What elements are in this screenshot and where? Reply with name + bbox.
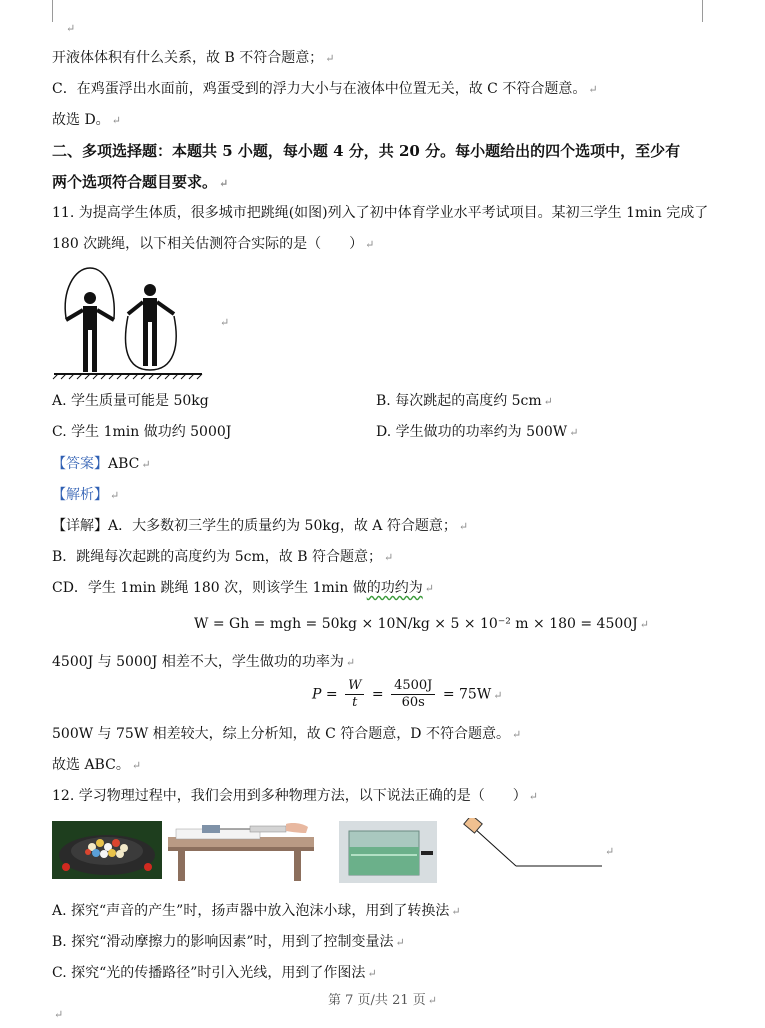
answer-tag: 【答案】 [52,456,108,472]
crop-mark-top-left [52,0,53,22]
crop-mark-top-right [702,0,703,22]
option-11-b: B. 每次跳起的高度约 5cm ↵ [376,393,553,409]
paragraph-mark: ↵ [605,845,615,858]
answer-line: 【答案】ABC ↵ [52,456,151,472]
friction-experiment-image [166,821,316,881]
option-11-c: C. 学生 1min 做功约 5000J [52,424,232,440]
compare-line-2: 500W 与 75W 相差较大，综上分析知，故 C 符合题意，D 不符合题意。 ↵ [52,726,522,742]
power-formula: P = $\frac{W}{t}$ = $\frac{4500J}{60s}$ = 75W ↵ [312,678,503,710]
paragraph-mark: ↵ [54,1008,64,1021]
text-line: 故选 D。 ↵ [52,112,121,128]
question-12-stem: 12. 学习物理过程中，我们会用到多种物理方法，以下说法正确的是（ ） ↵ [52,788,538,804]
option-12-a: A. 探究“声音的产生”时，扬声器中放入泡沫小球，用到了转换法 ↵ [52,903,461,919]
jump-rope-figure [52,266,232,380]
section-title: 二、多项选择题：本题共 5 小题，每小题 4 分，共 20 分。每小题给出的四个选项中，至少有 [52,142,681,160]
page-footer: 第 7 页/共 21 页 ↵ [328,993,437,1008]
detail-line-b: B．跳绳每次起跳的高度约为 5cm，故 B 符合题意； ↵ [52,549,394,565]
speaker-foam-balls-image [52,821,162,879]
analysis-tag: 【解析】 [52,487,108,503]
option-11-d: D. 学生做功的功率约为 500W ↵ [376,424,579,440]
water-tank-light-image [339,821,437,883]
text-line: C．在鸡蛋浮出水面前，鸡蛋受到的浮力大小与在液体中位置无关，故 C 不符合题意。 ↵ [52,81,598,97]
incline-diagram-image [460,818,605,874]
paragraph-mark: ↵ [220,316,230,329]
fraction-w-t: $\frac{W}{t}$ [345,678,364,711]
compare-line-1: 4500J 与 5000J 相差不大，学生做功的功率为 ↵ [52,654,356,670]
choose-line: 故选 ABC。 ↵ [52,757,142,773]
detail-tag: 【详解】 [52,518,108,534]
section-title-cont: 两个选项符合题目要求。 ↵ [52,173,229,191]
question-11-stem-cont: 180 次跳绳，以下相关估测符合实际的是（ ） ↵ [52,236,375,252]
analysis-line: 【解析】 ↵ [52,487,120,503]
answer-value: ABC [108,456,140,472]
detail-line-a: 【详解】A．大多数初三学生的质量约为 50kg，故 A 符合题意； ↵ [52,518,469,534]
work-formula: W = Gh = mgh = 50kg × 10N/kg × 5 × 10⁻² m × 180 = 4500J ↵ [194,616,650,632]
detail-line-cd: CD．学生 1min 跳绳 180 次，则该学生 1min 做的功约为 ↵ [52,580,434,596]
option-12-b: B. 探究“滑动摩擦力的影响因素”时，用到了控制变量法 ↵ [52,934,405,950]
paragraph-mark: ↵ [66,22,76,35]
question-11-stem: 11. 为提高学生体质，很多城市把跳绳(如图)列入了初中体育学业水平考试项目。某初三学生 1min 完成了 [52,205,709,221]
fraction-values: $\frac{4500J}{60s}$ [391,678,435,711]
option-11-a: A. 学生质量可能是 50kg [52,393,209,409]
option-12-c: C. 探究“光的传播路径”时引入光线，用到了作图法 ↵ [52,965,377,981]
text-line: 开液体体积有什么关系，故 B 不符合题意； ↵ [52,50,335,66]
